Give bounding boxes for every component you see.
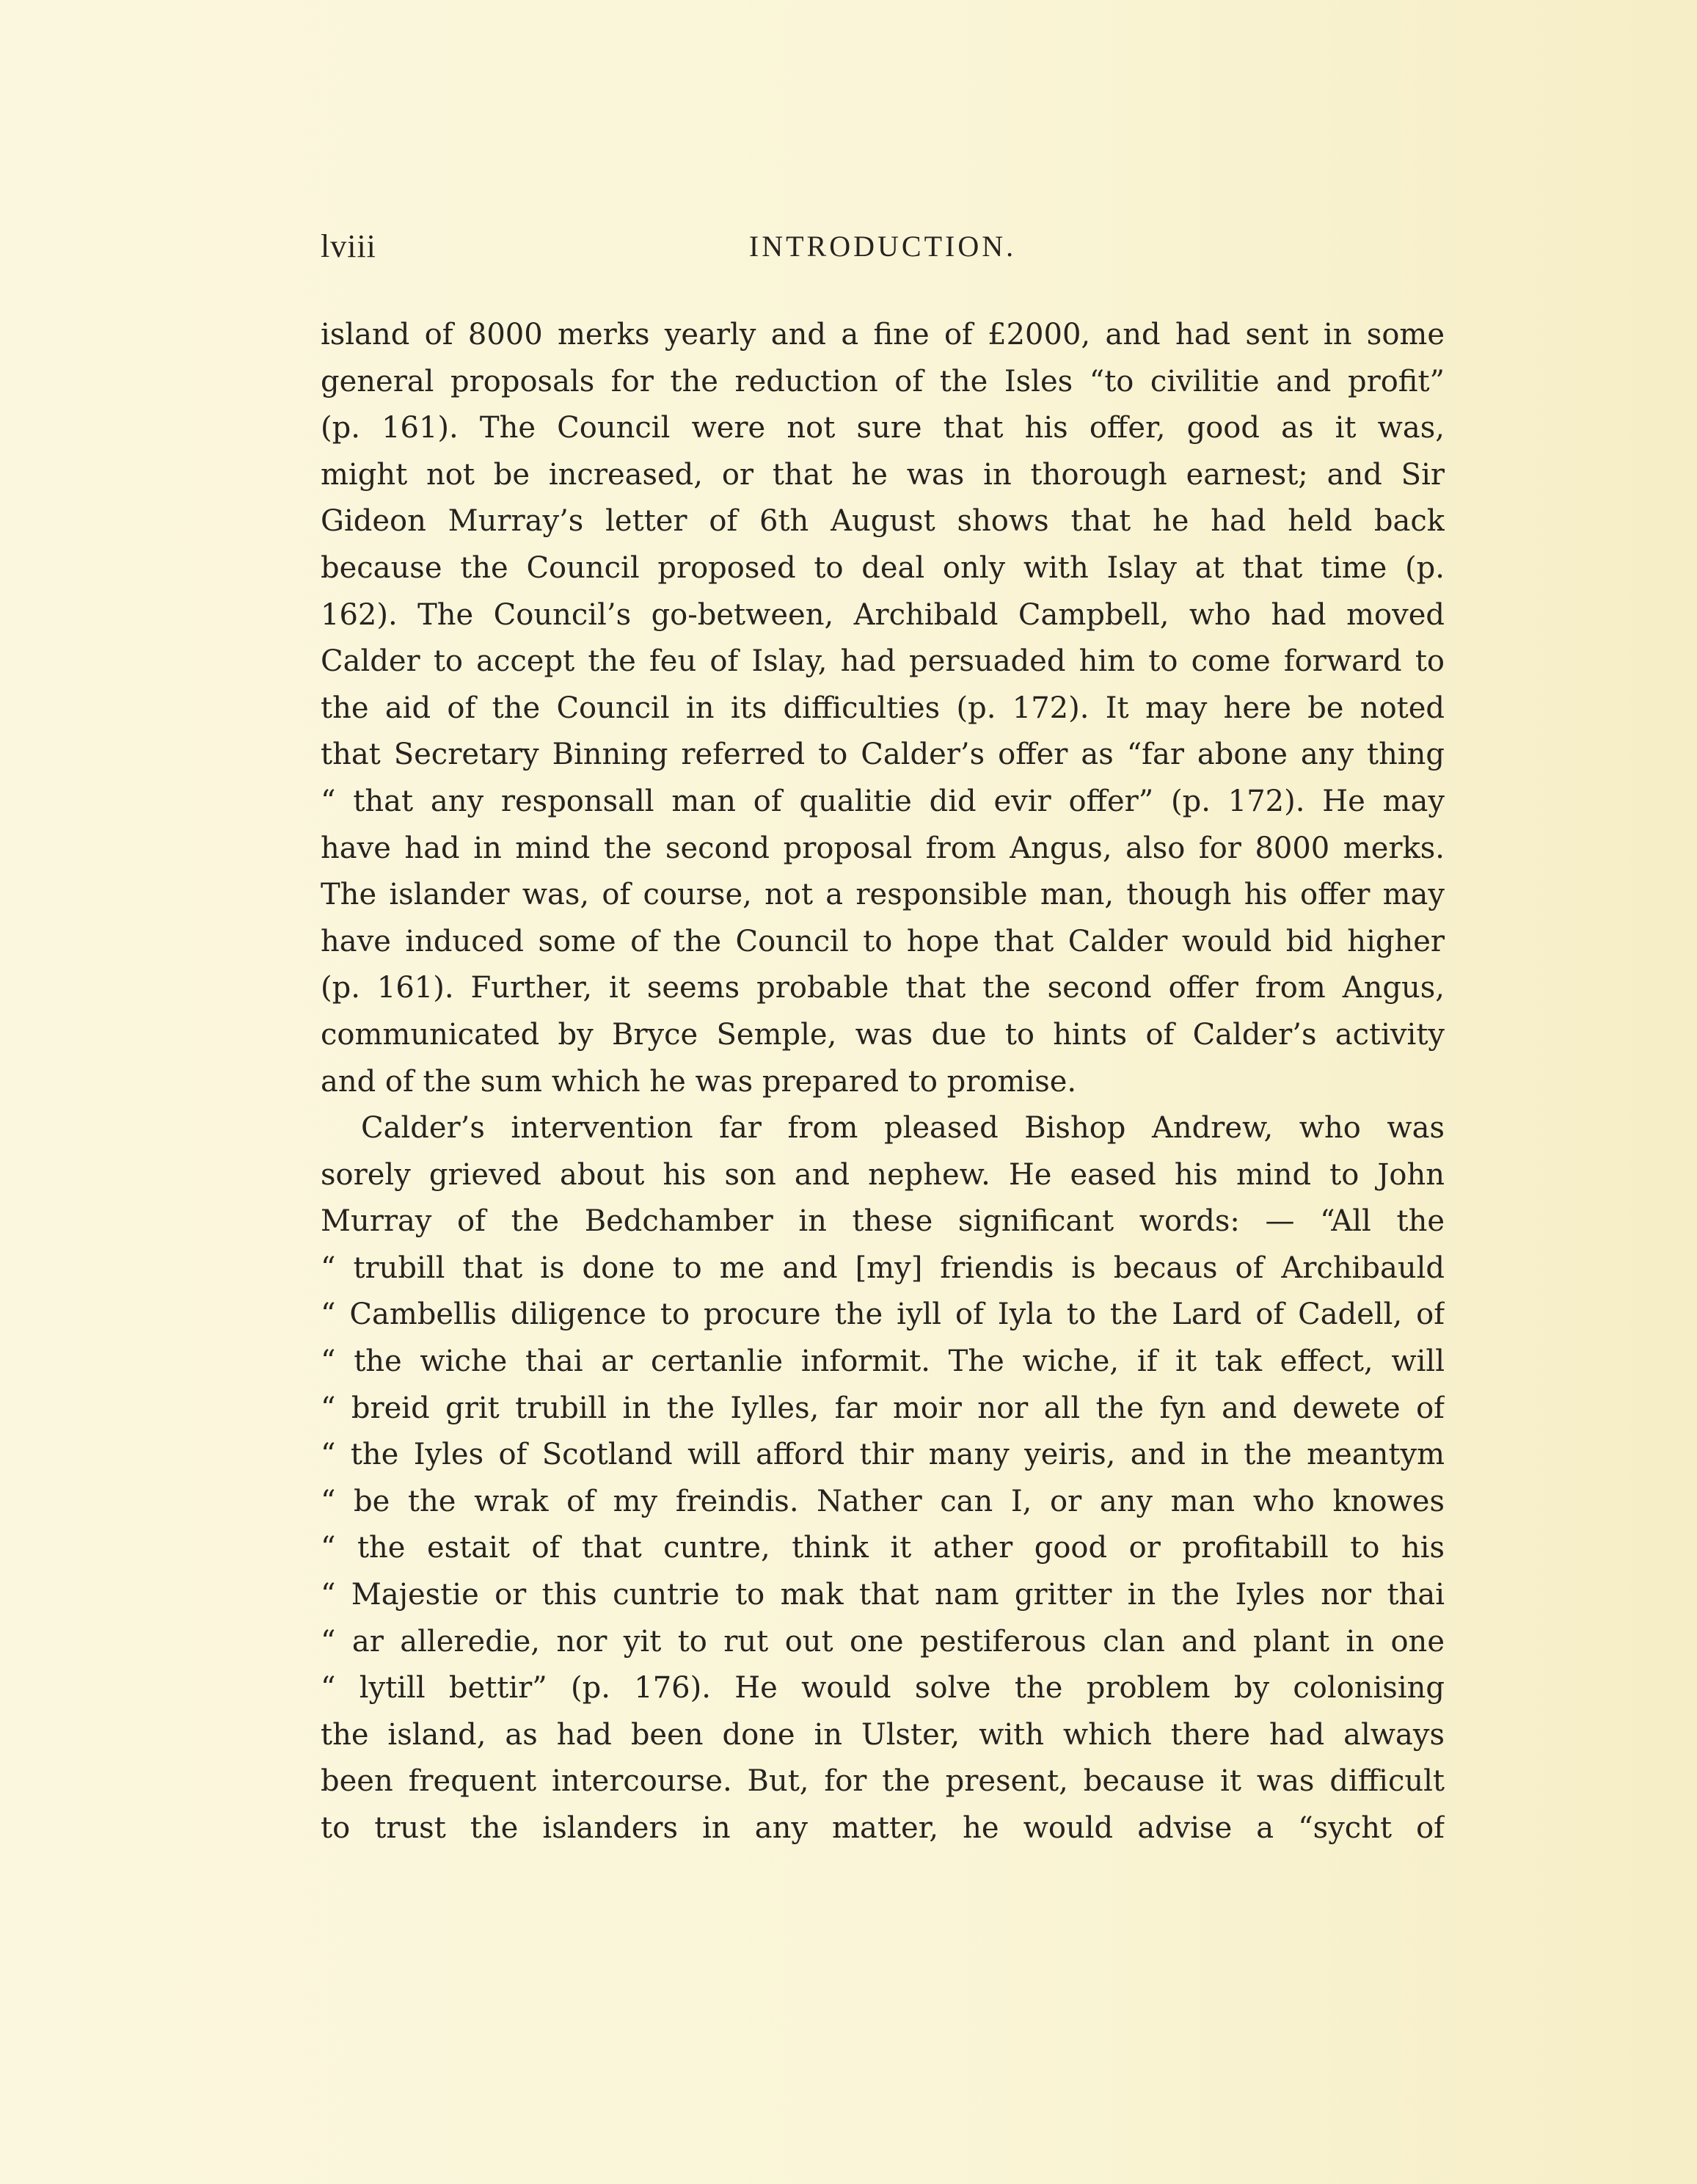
- quote-line: “ trubill that is done to me and [my] friendis is becaus of Archibauld: [321, 1251, 1445, 1285]
- text-line: (p. 161). The Council were not sure that his offer, good as it was,: [321, 411, 1445, 445]
- text-line: the island, as had been done in Ulster, with which there had always: [321, 1717, 1445, 1752]
- text-line: The islander was, of course, not a responsible man, though his offer may: [321, 878, 1445, 912]
- text-line: the aid of the Council in its difficulties (p. 172). It may here be noted: [321, 691, 1445, 725]
- quote-line: “ the estait of that cuntre, think it ather good or profitabill to his: [321, 1531, 1445, 1565]
- text-line: to trust the islanders in any matter, he would advise a “sycht of: [321, 1811, 1445, 1845]
- text-line: island of 8000 merks yearly and a fine of £2000, and had sent in some: [321, 318, 1445, 352]
- text-line: communicated by Bryce Semple, was due to hints of Calder’s activity: [321, 1017, 1445, 1052]
- paragraph-start-line: Calder’s intervention far from pleased Bishop Andrew, who was: [361, 1111, 1445, 1146]
- text-line: 162). The Council’s go-between, Archibald Campbell, who had moved: [321, 597, 1445, 632]
- quote-line: “ Cambellis diligence to procure the iyll of Iyla to the Lard of Cadell, of: [321, 1297, 1445, 1332]
- quote-line: “ ar alleredie, nor yit to rut out one pestiferous clan and plant in one: [321, 1624, 1445, 1659]
- quote-line: “ be the wrak of my freindis. Nather can I, or any man who knowes: [321, 1484, 1445, 1518]
- quote-line: “ lytill bettir” (p. 176). He would solve the problem by colonising: [321, 1671, 1445, 1706]
- running-head: [321, 225, 1445, 269]
- quote-line: “ Majestie or this cuntrie to mak that nam gritter in the Iyles nor thai: [321, 1578, 1445, 1612]
- text-line: general proposals for the reduction of the Isles “to civilitie and profit”: [321, 364, 1445, 398]
- text-line: because the Council proposed to deal only with Islay at that time (p.: [321, 550, 1445, 585]
- text-line: that Secretary Binning referred to Calder’s offer as “far abone any thing: [321, 738, 1445, 772]
- text-line: “ that any responsall man of qualitie did evir offer” (p. 172). He may: [321, 784, 1445, 818]
- paragraph-end-line: and of the sum which he was prepared to promise.: [321, 1064, 1077, 1099]
- running-title: INTRODUCTION.: [748, 230, 1017, 263]
- text-line: Murray of the Bedchamber in these significant words: — “All the: [321, 1204, 1445, 1239]
- text-line: Calder to accept the feu of Islay, had persuaded him to come forward to: [321, 644, 1445, 679]
- text-line: have induced some of the Council to hope that Calder would bid higher: [321, 924, 1445, 958]
- page-number: lviii: [321, 228, 376, 264]
- quote-line: “ the wiche thai ar certanlie informit. The wiche, if it tak effect, will: [321, 1344, 1445, 1379]
- text-line: (p. 161). Further, it seems probable that the second offer from Angus,: [321, 971, 1445, 1005]
- text-line: might not be increased, or that he was in thorough earnest; and Sir: [321, 457, 1445, 492]
- text-line: Gideon Murray’s letter of 6th August shows that he had held back: [321, 504, 1445, 539]
- quote-line: “ breid grit trubill in the Iylles, far moir nor all the fyn and dewete of: [321, 1391, 1445, 1425]
- quote-line: “ the Iyles of Scotland will afford thir many yeiris, and in the meantym: [321, 1438, 1445, 1472]
- text-line: been frequent intercourse. But, for the present, because it was difficult: [321, 1764, 1445, 1799]
- text-line: have had in mind the second proposal from Angus, also for 8000 merks.: [321, 831, 1445, 865]
- text-line: sorely grieved about his son and nephew. He eased his mind to John: [321, 1157, 1445, 1192]
- body-text: [321, 312, 1445, 1852]
